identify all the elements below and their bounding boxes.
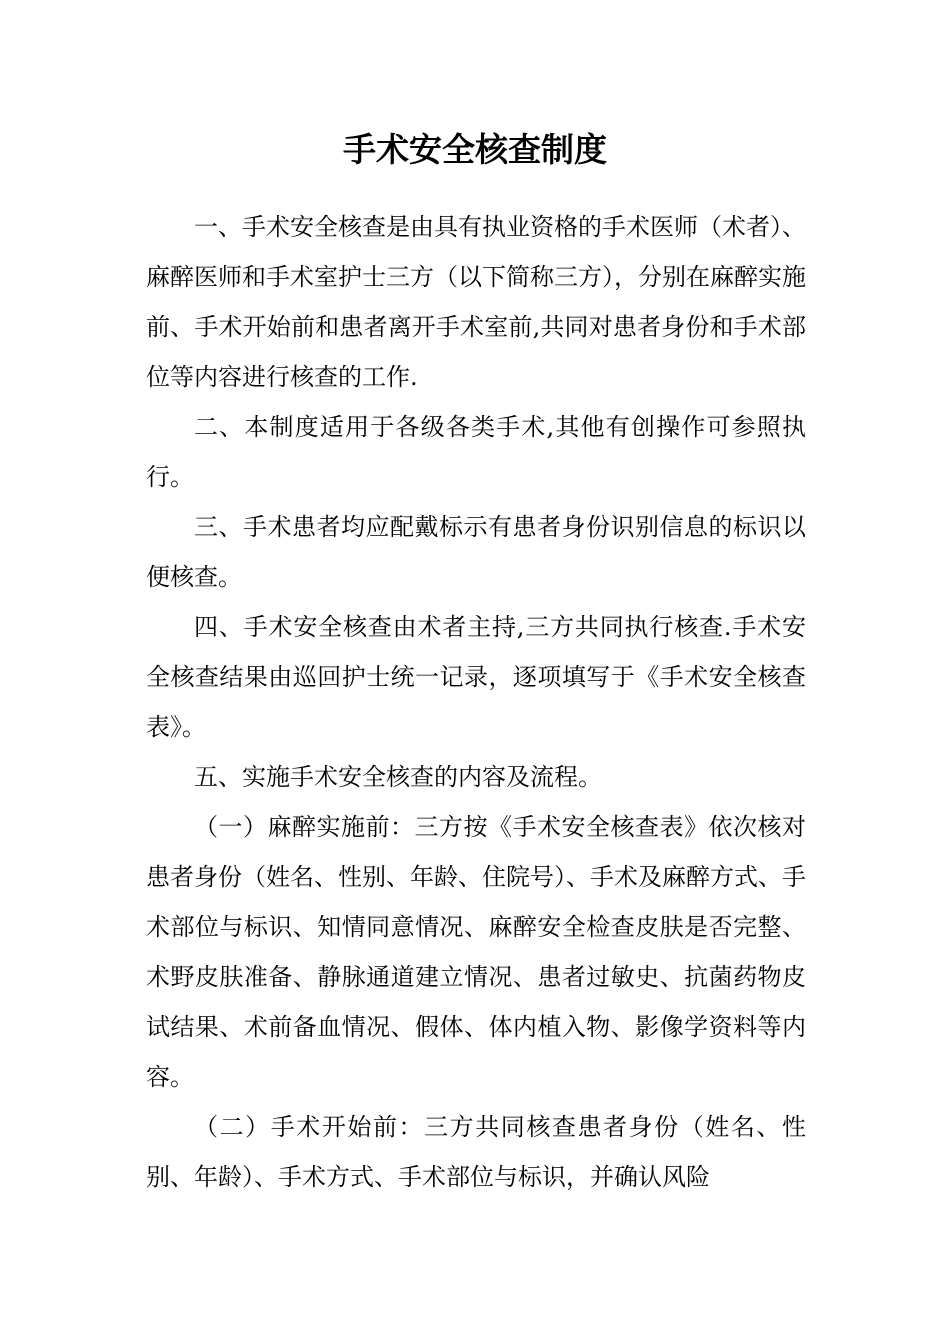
paragraph-7: （二）手术开始前：三方共同核查患者身份（姓名、性别、年龄）、手术方式、手术部位与标识，并确认风险 bbox=[146, 1113, 806, 1191]
paragraph-5: 五、实施手术安全核查的内容及流程。 bbox=[194, 763, 602, 791]
paragraph-6: （一）麻醉实施前：三方按《手术安全核查表》依次核对患者身份（姓名、性别、年龄、住院号）、手术及麻醉方式、手术部位与标识、知情同意情况、麻醉安全检查皮肤是否完整、术野皮肤准备、静脉通道建立情况、患者过敏史、抗菌药物皮试结果、术前备血情况、假体、体内植入物、影像学资料等内容。 bbox=[146, 813, 806, 1091]
paragraph-2: 二、本制度适用于各级各类手术,其他有创操作可参照执行。 bbox=[146, 413, 806, 491]
paragraph-1: 一、手术安全核查是由具有执业资格的手术医师（术者）、麻醉医师和手术室护士三方（以下简称三方），分别在麻醉实施前、手术开始前和患者离开手术室前,共同对患者身份和手术部位等内容进行核查的工作. bbox=[146, 213, 806, 391]
document-body bbox=[146, 202, 806, 1202]
document-title: 手术安全核查制度 bbox=[343, 130, 607, 169]
paragraph-4: 四、手术安全核查由术者主持,三方共同执行核查.手术安全核查结果由巡回护士统一记录，逐项填写于《手术安全核查表》。 bbox=[146, 613, 806, 741]
paragraph-3: 三、手术患者均应配戴标示有患者身份识别信息的标识以便核查。 bbox=[146, 513, 806, 591]
